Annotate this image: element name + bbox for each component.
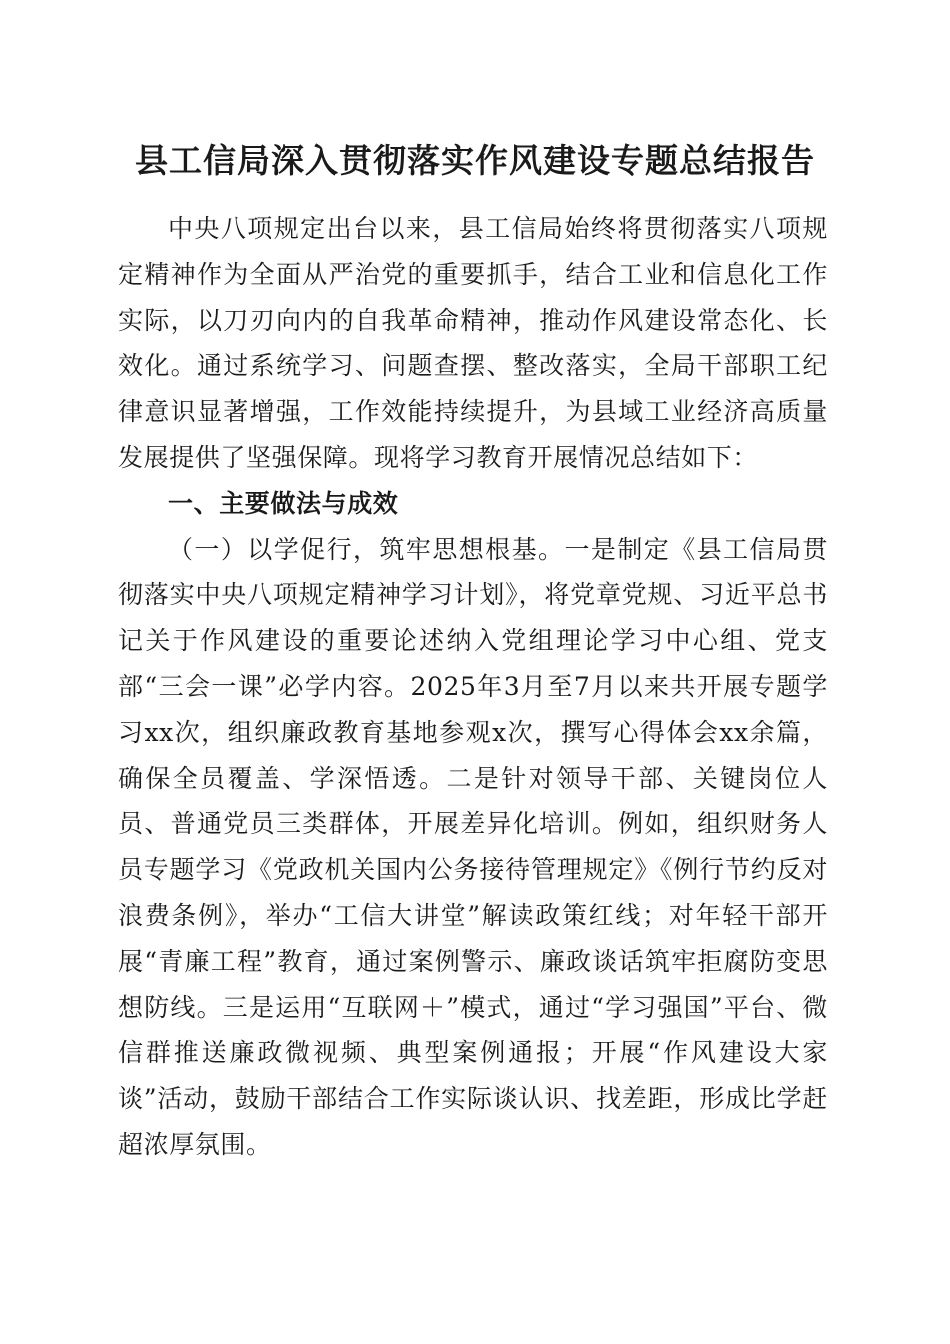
document-title: 县工信局深入贯彻落实作风建设专题总结报告 [135, 141, 815, 180]
document-body [118, 206, 828, 1168]
section-paragraph: （一）以学促行，筑牢思想根基。一是制定《县工信局贯彻落实中央八项规定精神学习计划》，将党章党规、习近平总书记关于作风建设的重要论述纳入党组理论学习中心组、党支部“三会一课”必学内容。2025年3月至7月以来共开展专题学习xx次，组织廉政教育基地参观x次，撰写心得体会xx余篇，确保全员覆盖、学深悟透。二是针对领导干部、关键岗位人员、普通党员三类群体，开展差异化培训。例如，组织财务人员专题学习《党政机关国内公务接待管理规定》《例行节约反对浪费条例》，举办“工信大讲堂”解读政策红线；对年轻干部开展“青廉工程”教育，通过案例警示、廉政谈话筑牢拒腐防变思想防线。三是运用“互联网＋”模式，通过“学习强国”平台、微信群推送廉政微视频、典型案例通报；开展“作风建设大家谈”活动，鼓励干部结合工作实际谈认识、找差距，形成比学赶超浓厚氛围。 [118, 534, 828, 1159]
intro-paragraph: 中央八项规定出台以来，县工信局始终将贯彻落实八项规定精神作为全面从严治党的重要抓手，结合工业和信息化工作实际，以刀刃向内的自我革命精神，推动作风建设常态化、长效化。通过系统学习、问题查摆、整改落实，全局干部职工纪律意识显著增强，工作效能持续提升，为县域工业经济高质量发展提供了坚强保障。现将学习教育开展情况总结如下： [118, 214, 828, 472]
section-heading: 一、主要做法与成效 [168, 488, 399, 518]
